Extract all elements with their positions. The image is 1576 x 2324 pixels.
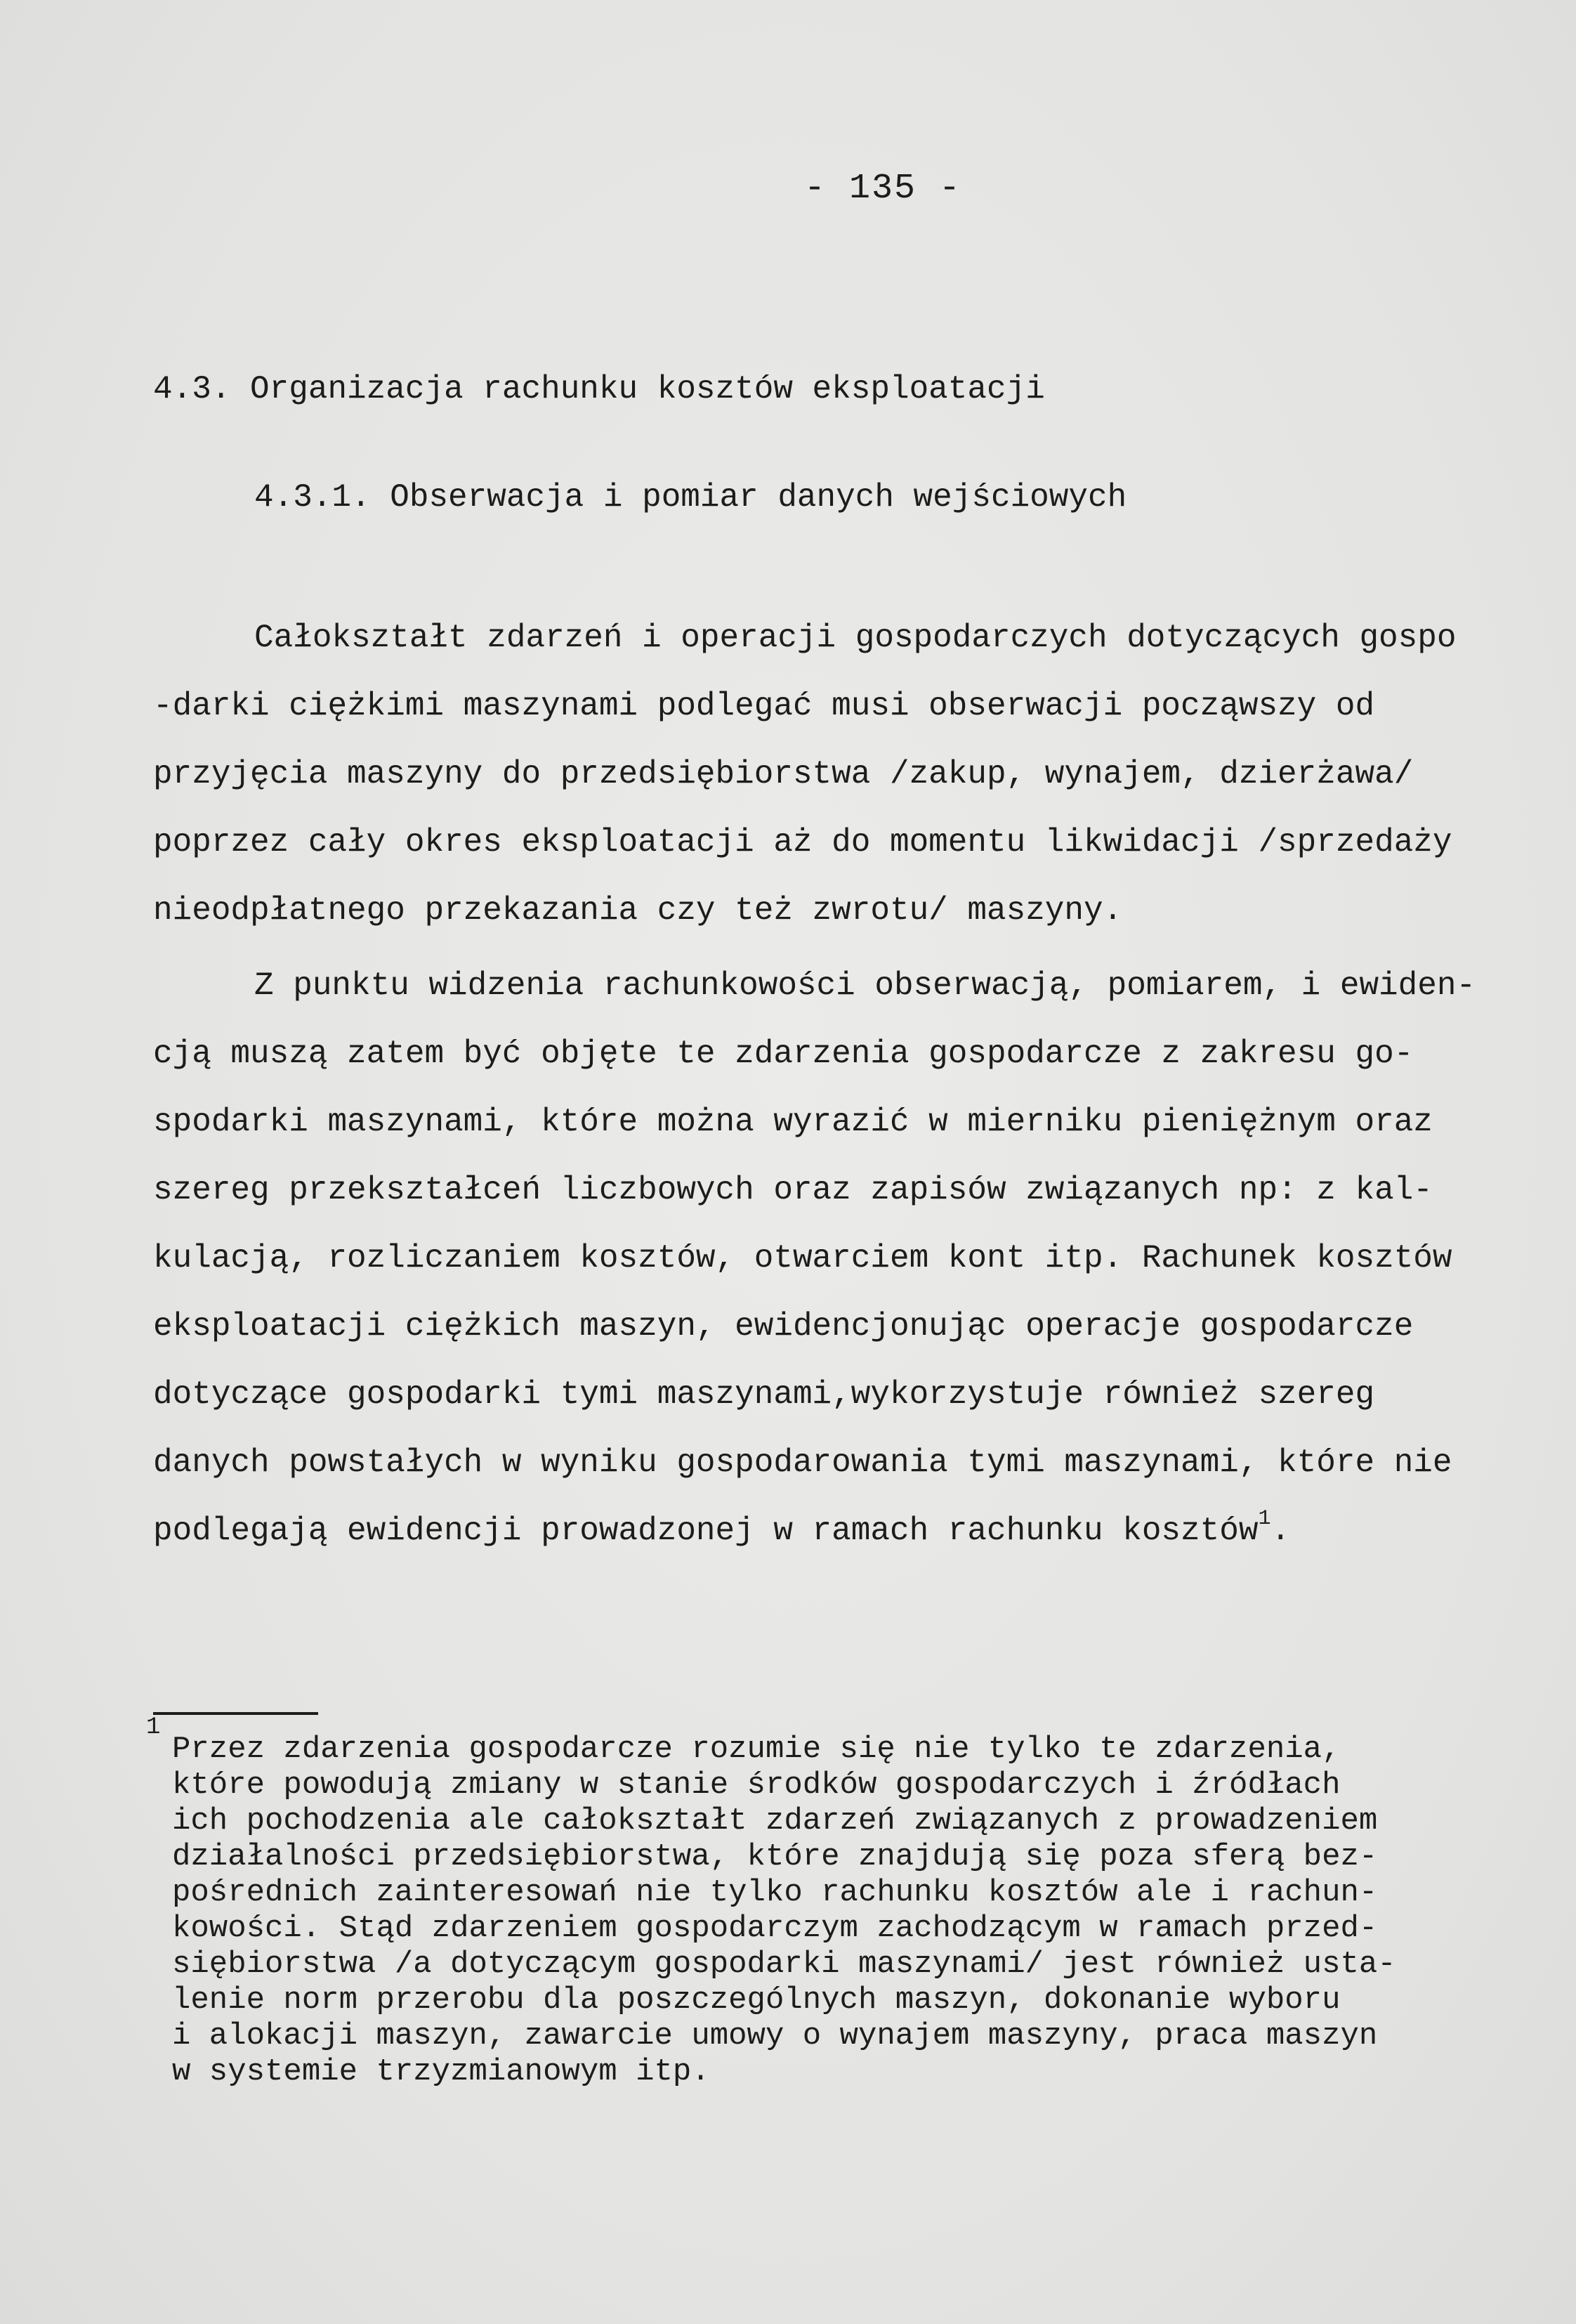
footnote-line: działalności przedsiębiorstwa, które znajdują się poza sferą bez- [172, 1839, 1378, 1874]
body-line: danych powstałych w wyniku gospodarowania tymi maszynami, które nie [153, 1444, 1452, 1481]
footnote-line: i alokacji maszyn, zawarcie umowy o wynajem maszyny, praca maszyn [172, 2018, 1378, 2054]
page-number: - 135 - [804, 169, 962, 209]
footnote-mark: 1 [146, 1714, 161, 1741]
subsection-heading: 4.3.1. Obserwacja i pomiar danych wejściowych [254, 479, 1127, 516]
footnote-line: w systemie trzyzmianowym itp. [172, 2054, 710, 2089]
footnote-reference: 1 [1258, 1507, 1271, 1531]
body-line: szereg przekształceń liczbowych oraz zapisów związanych np: z kal- [153, 1172, 1433, 1208]
body-line-text: podlegają ewidencji prowadzonej w ramach rachunku kosztów [153, 1513, 1259, 1549]
body-line: Całokształt zdarzeń i operacji gospodarczych dotyczących gospo [254, 620, 1457, 656]
footnote-line: ich pochodzenia ale całokształt zdarzeń związanych z prowadzeniem [172, 1803, 1378, 1839]
footnote-line: które powodują zmiany w stanie środków gospodarczych i źródłach [172, 1768, 1341, 1803]
footnote-line: pośrednich zainteresowań nie tylko rachunku kosztów ale i rachun- [172, 1875, 1378, 1910]
body-line: cją muszą zatem być objęte te zdarzenia gospodarcze z zakresu go- [153, 1036, 1414, 1072]
body-line: przyjęcia maszyny do przedsiębiorstwa /zakup, wynajem, dzierżawa/ [153, 756, 1414, 792]
footnote-line: siębiorstwa /a dotyczącym gospodarki maszynami/ jest również usta- [172, 1947, 1396, 1982]
body-line: nieodpłatnego przekazania czy też zwrotu/ maszyny. [153, 892, 1123, 929]
body-line: kulacją, rozliczaniem kosztów, otwarciem kont itp. Rachunek kosztów [153, 1240, 1452, 1277]
footnote-line: Przez zdarzenia gospodarcze rozumie się nie tylko te zdarzenia, [172, 1732, 1341, 1767]
footnote-line: kowości. Stąd zdarzeniem gospodarczym zachodzącym w ramach przed- [172, 1911, 1378, 1946]
body-line: poprzez cały okres eksploatacji aż do momentu likwidacji /sprzedaży [153, 824, 1452, 861]
body-line: -darki ciężkimi maszynami podlegać musi obserwacji począwszy od [153, 688, 1375, 724]
body-line: Z punktu widzenia rachunkowości obserwacją, pomiarem, i ewiden- [254, 967, 1476, 1004]
body-line: eksploatacji ciężkich maszyn, ewidencjonując operacje gospodarcze [153, 1308, 1414, 1345]
body-line-last [153, 1507, 1576, 1549]
section-heading: 4.3. Organizacja rachunku kosztów eksploatacji [153, 371, 1045, 407]
body-line: spodarki maszynami, które można wyrazić w mierniku pieniężnym oraz [153, 1104, 1433, 1140]
footnote-line: lenie norm przerobu dla poszczególnych maszyn, dokonanie wyboru [172, 1983, 1341, 2018]
footnote-reference-trail: . [1270, 1513, 1291, 1549]
body-line: dotyczące gospodarki tymi maszynami,wykorzystuje również szereg [153, 1376, 1375, 1413]
footnote-divider [153, 1712, 318, 1715]
